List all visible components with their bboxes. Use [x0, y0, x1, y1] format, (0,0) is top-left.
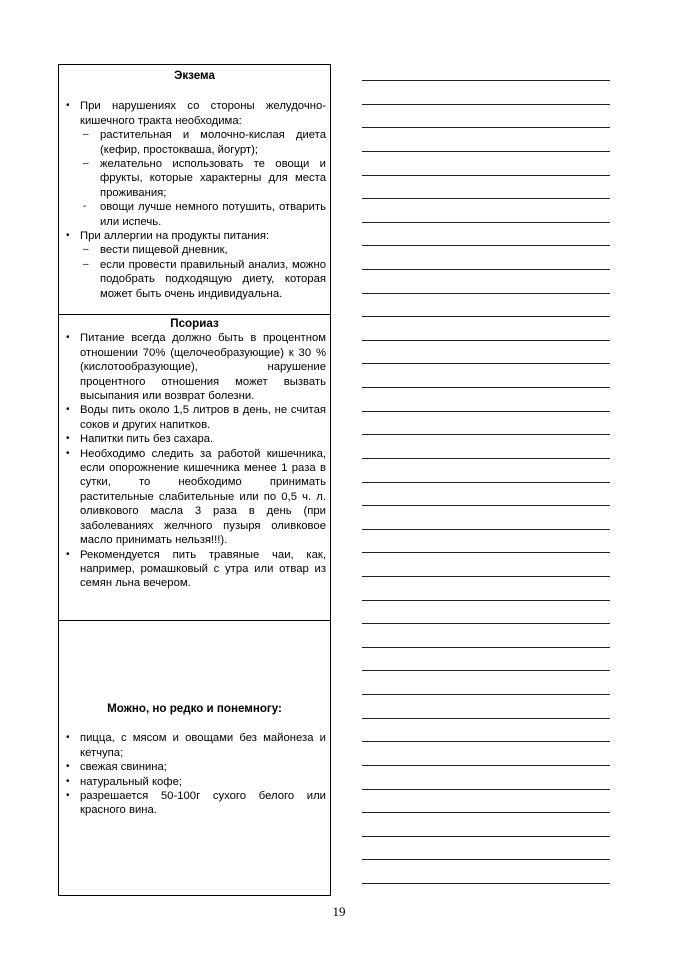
eczema-item [59, 99, 330, 229]
psoriasis-item: • Необходимо следить за работой кишечника, если опорожнение кишечника менее 1 раза в сутки, то необходимо принимать растительные слабительные или по 0,5 ч. л. оливкового масла 3 раза в день (при заболеваниях желчного пузыря оливковое масло принимать нельзя!!!). [59, 447, 330, 548]
note-line [362, 812, 610, 813]
eczema-subitem: – если провести правильный анализ, можно подобрать подходящую диету, которая может быть очень индивидуальна. [83, 258, 326, 300]
note-line [362, 718, 610, 719]
note-line [362, 529, 610, 530]
note-line [362, 600, 610, 601]
rarely-allowed-item: • пицца, с мясом и овощами без майонеза и кетчупа; [59, 731, 330, 760]
note-line [362, 222, 610, 223]
note-line [362, 175, 610, 176]
eczema-sublist [80, 128, 326, 229]
note-line [362, 434, 610, 435]
rarely-allowed-item: • свежая свинина; [59, 760, 330, 774]
note-line [362, 340, 610, 341]
eczema-title: Экзема [174, 69, 215, 82]
eczema-subitem: – желательно использовать те овощи и фрукты, которые характерны для места проживания; [83, 158, 326, 199]
eczema-subitem: - овощи лучше немного потушить, отварить или испечь. [83, 201, 326, 228]
eczema-item-text: При нарушениях со стороны желудочно-кишечного тракта необходима: [80, 100, 326, 127]
psoriasis-item: • Питание всегда должно быть в процентном отношении 70% (щелочеобразующие) к 30 % (кислотообразующие), нарушение процентного отношения может вызвать высыпания или возврат болезни. [59, 331, 330, 403]
rarely-allowed-item: • разрешается 50-100г сухого белого или красного вина. [59, 789, 330, 818]
note-line [362, 269, 610, 270]
note-line [362, 670, 610, 671]
rarely-allowed-title: Можно, но редко и понемногу: [107, 702, 282, 715]
note-line [362, 623, 610, 624]
note-line [362, 151, 610, 152]
note-line [362, 411, 610, 412]
psoriasis-item: • Воды пить около 1,5 литров в день, не считая соков и других напитков. [59, 403, 330, 432]
note-line [362, 859, 610, 860]
note-line [362, 80, 610, 81]
eczema-section [58, 64, 331, 315]
note-line [362, 694, 610, 695]
note-line [362, 316, 610, 317]
note-line [362, 127, 610, 128]
note-line [362, 765, 610, 766]
note-line [362, 741, 610, 742]
page-number: 19 [332, 904, 346, 919]
note-line [362, 104, 610, 105]
note-line [362, 883, 610, 884]
psoriasis-section [58, 314, 331, 621]
psoriasis-item: • Рекомендуется пить травяные чаи, как, например, ромашковый с утра или отвар из семян льна вечером. [59, 548, 330, 591]
note-line [362, 293, 610, 294]
note-line [362, 245, 610, 246]
eczema-subitem: – растительная и молочно-кислая диета (кефир, простокваша, йогурт); [83, 129, 326, 156]
rarely-allowed-section [58, 620, 331, 896]
note-line [362, 198, 610, 199]
note-line [362, 836, 610, 837]
note-line [362, 458, 610, 459]
psoriasis-item: • Напитки пить без сахара. [59, 432, 330, 446]
note-line [362, 363, 610, 364]
psoriasis-title: Псориаз [170, 317, 219, 330]
note-line [362, 387, 610, 388]
note-line [362, 789, 610, 790]
psoriasis-list [59, 331, 330, 590]
note-line [362, 482, 610, 483]
eczema-item [59, 229, 330, 301]
note-line [362, 647, 610, 648]
note-line [362, 576, 610, 577]
note-line [362, 505, 610, 506]
rarely-allowed-list [59, 731, 330, 817]
rarely-allowed-item: • натуральный кофе; [59, 775, 330, 789]
note-line [362, 552, 610, 553]
eczema-item-text: При аллергии на продукты питания: [80, 230, 270, 243]
eczema-subitem: – вести пищевой дневник, [83, 244, 228, 257]
eczema-list [59, 99, 330, 301]
eczema-sublist [80, 243, 326, 301]
